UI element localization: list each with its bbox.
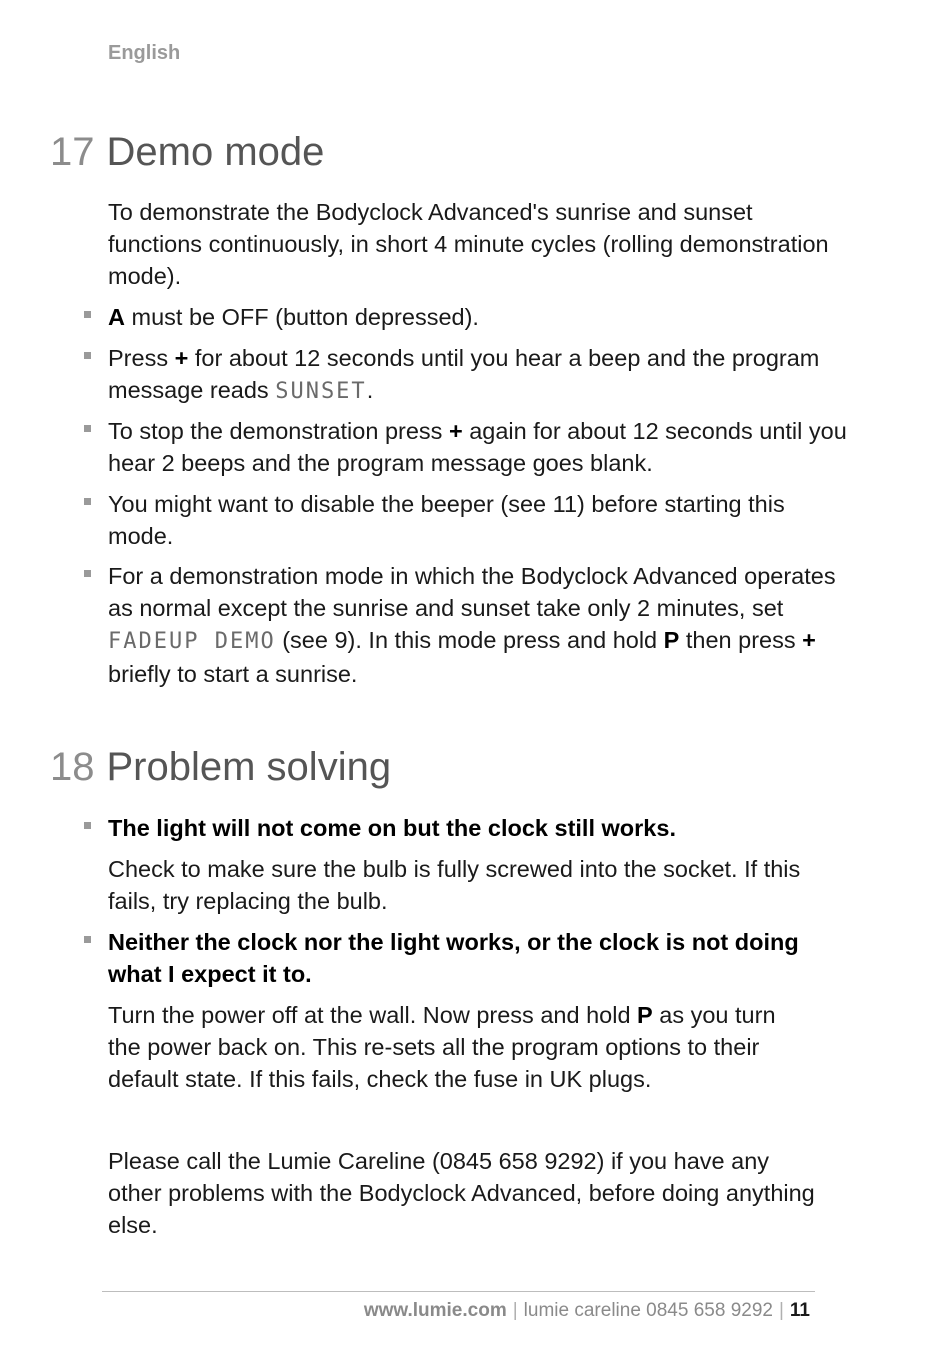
solution-text: as you turn the power back on. This re-sets all the program options to their default state. If this fails, check the fuse in UK plugs. [108, 1002, 776, 1092]
footer-divider [102, 1291, 815, 1292]
demo-bullet-3 [108, 415, 848, 479]
section-17-heading [50, 128, 324, 176]
bullet-marker [84, 936, 91, 943]
plus-button-label: + [448, 418, 463, 444]
plus-button-label: + [174, 345, 189, 371]
problem-2-solution [108, 999, 808, 1095]
bullet-text: Press [108, 345, 175, 371]
bullet-text: then press [679, 627, 803, 653]
careline-text: lumie careline 0845 658 9292 [523, 1300, 773, 1321]
section-number: 18 [50, 745, 95, 789]
bullet-text: For a demonstration mode in which the Bodyclock Advanced operates as normal except the sunrise and sunset take only 2 minutes, set [108, 563, 836, 621]
bullet-marker [84, 311, 91, 318]
page-footer [364, 1300, 810, 1322]
footer-separator: | [778, 1300, 784, 1321]
section-number: 17 [50, 130, 95, 174]
section-title: Demo mode [106, 130, 325, 174]
demo-intro-paragraph: To demonstrate the Bodyclock Advanced's sunrise and sunset functions continuously, in short 4 minute cycles (rolling demonstration mode). [108, 199, 829, 289]
section-18-heading [50, 743, 391, 791]
lcd-message-fadeup-demo: FADEUP DEMO [108, 629, 276, 654]
plus-button-label: + [802, 627, 816, 653]
solution-text: Turn the power off at the wall. Now press and hold [108, 1002, 638, 1028]
demo-bullet-1 [108, 301, 848, 333]
bullet-text: briefly to start a sunrise. [108, 661, 358, 687]
bullet-marker [84, 570, 91, 577]
bullet-text: To stop the demonstration press [108, 418, 449, 444]
language-label: English [108, 42, 181, 64]
button-p-label: P [663, 627, 680, 653]
bullet-text: again for about 12 seconds until you hear 2 beeps and the program message goes blank. [108, 418, 847, 476]
bullet-marker [84, 352, 91, 359]
bullet-marker [84, 822, 91, 829]
button-a-label: A [108, 304, 125, 330]
problem-2-heading: Neither the clock nor the light works, or the clock is not doing what I expect it to. [108, 929, 799, 987]
page-number: 11 [789, 1300, 810, 1321]
lcd-message-sunset: SUNSET [275, 379, 367, 404]
bullet-text: . [366, 377, 374, 403]
problem-1-solution: Check to make sure the bulb is fully screwed into the socket. If this fails, try replacing the bulb. [108, 856, 801, 914]
demo-bullet-5 [108, 560, 848, 690]
bullet-text: for about 12 seconds until you hear a beep and the program message reads [108, 345, 820, 403]
bullet-text: (see 9). In this mode press and hold [275, 627, 664, 653]
bullet-marker [84, 498, 91, 505]
bullet-text: must be OFF (button depressed). [124, 304, 479, 330]
bullet-marker [84, 425, 91, 432]
footer-separator: | [512, 1300, 518, 1321]
demo-bullet-2 [108, 342, 848, 408]
button-p-label: P [637, 1002, 653, 1028]
demo-bullet-4: You might want to disable the beeper (see 11) before starting this mode. [108, 491, 785, 549]
problem-1-heading: The light will not come on but the clock still works. [108, 815, 676, 841]
website-link[interactable]: www.lumie.com [363, 1300, 507, 1321]
section-title: Problem solving [106, 745, 392, 789]
careline-paragraph: Please call the Lumie Careline (0845 658 9292) if you have any other problems with the Bodyclock Advanced, before doing anything else. [108, 1148, 815, 1238]
